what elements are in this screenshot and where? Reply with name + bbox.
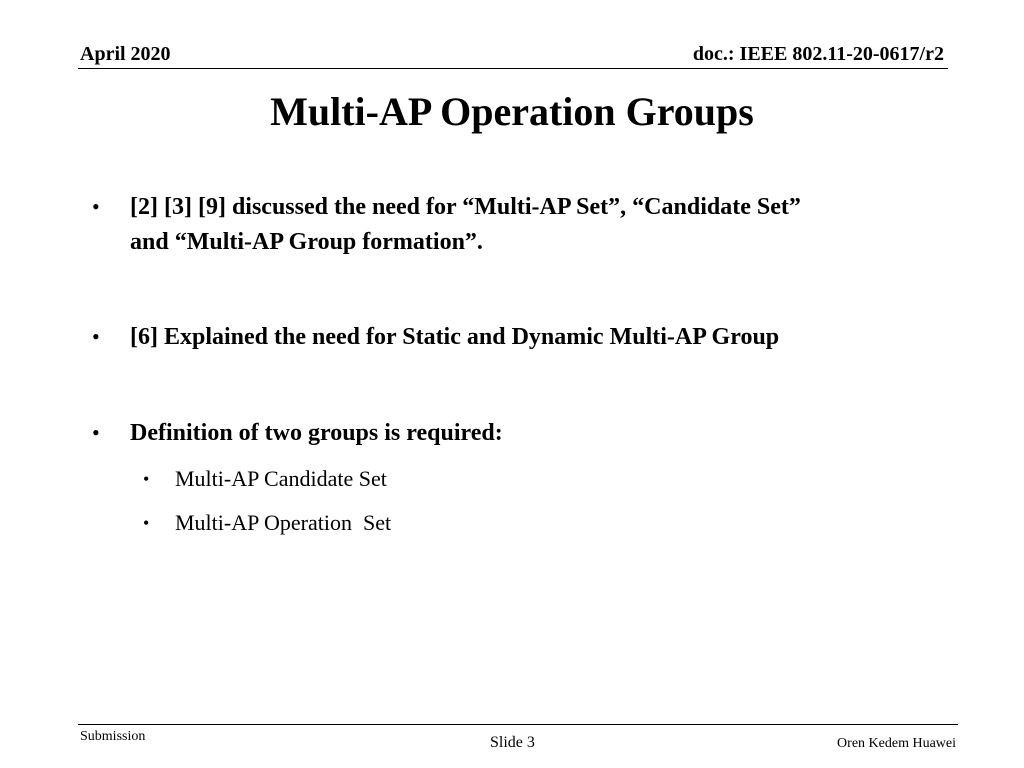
footer-divider (78, 724, 958, 725)
bullet-text-line: [2] [3] [9] discussed the need for “Multi-AP Set”, “Candidate Set” (130, 194, 801, 220)
bullet-marker: • (92, 420, 100, 445)
sub-bullet-text: Multi-AP Operation Set (175, 510, 392, 535)
sub-bullet-text: Multi-AP Candidate Set (175, 466, 387, 491)
footer-slide-number: Slide 3 (490, 734, 535, 751)
header-doc-id: doc.: IEEE 802.11-20-0617/r2 (692, 43, 944, 65)
footer-submission: Submission (80, 729, 146, 744)
bullet-text-line: Definition of two groups is required: (130, 420, 503, 446)
slide-title: Multi-AP Operation Groups (270, 89, 754, 134)
bullet-marker: • (92, 324, 100, 349)
sub-bullet-marker: • (143, 513, 150, 533)
bullet-marker: • (92, 194, 100, 219)
sub-bullet-marker: • (143, 469, 150, 489)
bullet-text-line: and “Multi-AP Group formation”. (130, 229, 483, 255)
header-date: April 2020 (80, 43, 171, 65)
header-divider (78, 68, 948, 69)
footer-author: Oren Kedem Huawei (837, 736, 956, 751)
bullet-text-line: [6] Explained the need for Static and Dynamic Multi-AP Group (130, 324, 780, 350)
